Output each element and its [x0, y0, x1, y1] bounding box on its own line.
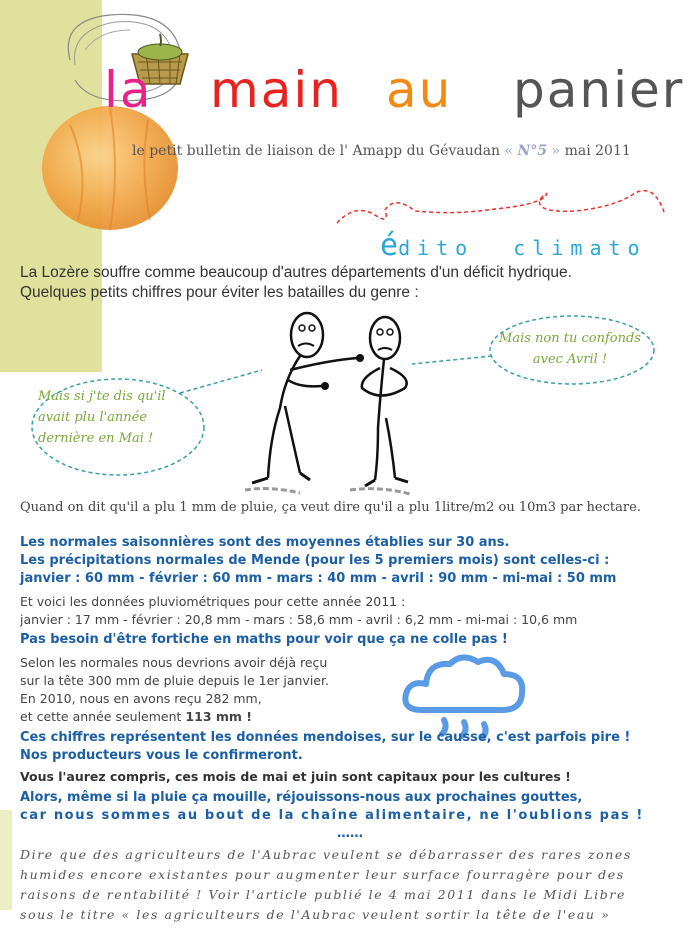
- aubrac-line: sous le titre « les agriculteurs de l'Aubrac veulent sortir la tête de l'eau »: [20, 907, 611, 922]
- data-line: janvier : 17 mm - février : 20,8 mm - mars : 58,6 mm - avril : 6,2 mm - mi-mai : 10,6 mm: [20, 612, 578, 627]
- normals-block: [20, 534, 616, 588]
- normals-line: Les normales saisonnières sont des moyennes établies sur 30 ans.: [20, 535, 510, 550]
- separator-dots: ……: [337, 826, 363, 841]
- selon-line: En 2010, nous en avons reçu 282 mm,: [20, 691, 262, 706]
- bubble-line: Mais si j'te dis qu'il: [38, 389, 166, 404]
- aubrac-line: Dire que des agriculteurs de l'Aubrac veulent se débarrasser des rares zones: [20, 847, 632, 862]
- subtitle: [132, 143, 631, 159]
- bubble-line: avec Avril !: [532, 352, 608, 367]
- mai-juin-line: Vous l'aurez compris, ces mois de mai et juin sont capitaux pour les cultures !: [20, 769, 571, 784]
- title-main: main: [210, 61, 343, 119]
- subtitle-text: le petit bulletin de liaison de l' Amapp du Gévaudan: [132, 143, 501, 159]
- intro-line: La Lozère souffre comme beaucoup d'autres départements d'un déficit hydrique.: [20, 264, 572, 281]
- intro-paragraph: [20, 263, 680, 303]
- section-heading: [380, 228, 647, 263]
- section-heading-word1: dito: [398, 236, 475, 260]
- selon-line-bold: 113 mm !: [185, 709, 252, 724]
- title-la: la: [104, 61, 153, 119]
- chiffres-block: [20, 729, 630, 765]
- issue-number: N°5: [517, 143, 548, 159]
- data-block: [20, 593, 577, 629]
- aubrac-line: humides encore existantes pour augmenter leur surface fourragère pour des: [20, 867, 625, 882]
- section-heading-initial: é: [380, 228, 399, 263]
- chiffres-line: Ces chiffres représentent les données mendoises, sur le causse, c'est parfois pire !: [20, 730, 631, 745]
- speech-bubble-right-text: [485, 328, 655, 370]
- alors-line: Alors, même si la pluie ça mouille, réjouissons-nous aux prochaines gouttes,: [20, 790, 583, 805]
- definition-text: Quand on dit qu'il a plu 1 mm de pluie, ça veut dire qu'il a plu 1litre/m2 ou 10m3 par hectare.: [20, 500, 641, 515]
- maths-line: Pas besoin d'être fortiche en maths pour voir que ça ne colle pas !: [20, 632, 508, 647]
- bubble-line: avait plu l'année: [38, 410, 147, 425]
- section-heading-word2: climato: [513, 236, 647, 260]
- normals-line: janvier : 60 mm - février : 60 mm - mars : 40 mm - avril : 90 mm - mi-mai : 50 mm: [20, 571, 617, 586]
- chiffres-line: Nos producteurs vous le confirmeront.: [20, 748, 303, 763]
- data-line: Et voici les données pluviométriques pour cette année 2011 :: [20, 594, 406, 609]
- issue-date: mai 2011: [564, 143, 631, 159]
- selon-line-text: et cette année seulement: [20, 709, 182, 724]
- speech-bubble-left-text: [38, 386, 198, 449]
- selon-block: [20, 654, 329, 726]
- selon-line: Selon les normales nous devrions avoir déjà reçu: [20, 655, 328, 670]
- bubble-line: Mais non tu confonds: [499, 331, 641, 346]
- quote-open: «: [504, 143, 514, 159]
- intro-line: Quelques petits chiffres pour éviter les batailles du genre :: [20, 284, 419, 301]
- aubrac-line: raisons de rentabilité ! Voir l'article publié le 4 mai 2011 dans le Midi Libre: [20, 887, 626, 902]
- chaine-line: car nous sommes au bout de la chaîne alimentaire, ne l'oublions pas !: [20, 808, 644, 823]
- decorative-green-band-bottom: [0, 810, 12, 910]
- quote-close: »: [551, 143, 561, 159]
- title-au: au: [386, 61, 453, 119]
- selon-line: sur la tête 300 mm de pluie depuis le 1er janvier.: [20, 673, 329, 688]
- normals-line: Les précipitations normales de Mende (pour les 5 premiers mois) sont celles-ci :: [20, 553, 610, 568]
- title-panier: panier: [513, 61, 685, 119]
- bubble-line: dernière en Mai !: [38, 431, 154, 446]
- selon-line: [20, 708, 329, 726]
- aubrac-paragraph: [20, 845, 685, 925]
